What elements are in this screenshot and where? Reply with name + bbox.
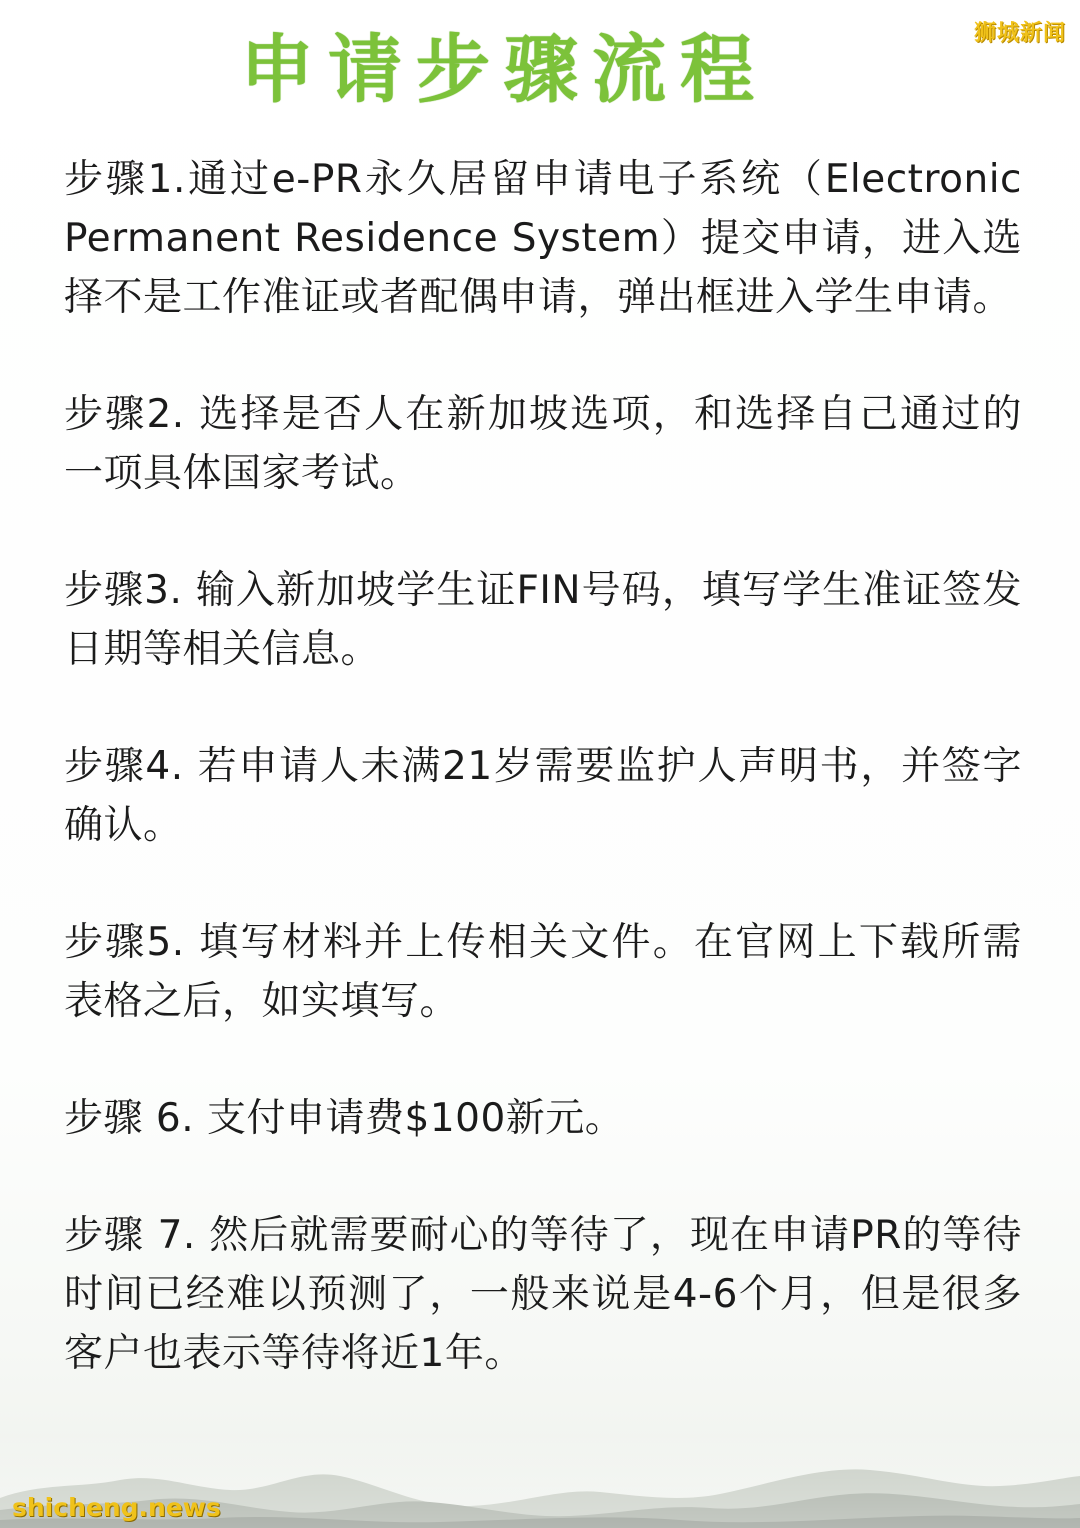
step-item-2: 步骤2. 选择是否人在新加坡选项，和选择自己通过的一项具体国家考试。: [64, 392, 1022, 496]
step-item-4: 步骤4. 若申请人未满21岁需要监护人声明书，并签字确认。: [64, 744, 1022, 848]
step-item-7: 步骤 7. 然后就需要耐心的等待了，现在申请PR的等待时间已经难以预测了，一般来说是4-6个月，但是很多客户也表示等待将近1年。: [64, 1213, 1022, 1376]
page-title: 申请步骤流程: [240, 27, 768, 113]
watermark-logo-top: 狮城新闻: [973, 21, 1066, 46]
step-item-1: 步骤1.通过e-PR永久居留申请电子系统（Electronic Permanent Residence System）提交申请，进入选择不是工作准证或者配偶申请，弹出框进入学生申请。: [64, 157, 1022, 320]
steps-list: [64, 150, 1022, 1383]
watermark-logo-bottom: shicheng.news: [12, 1493, 221, 1522]
step-item-6: 步骤 6. 支付申请费$100新元。: [64, 1096, 625, 1141]
step-item-3: 步骤3. 输入新加坡学生证FIN号码，填写学生准证签发日期等相关信息。: [64, 568, 1022, 672]
step-item-5: 步骤5. 填写材料并上传相关文件。在官网上下载所需表格之后，如实填写。: [64, 920, 1022, 1024]
